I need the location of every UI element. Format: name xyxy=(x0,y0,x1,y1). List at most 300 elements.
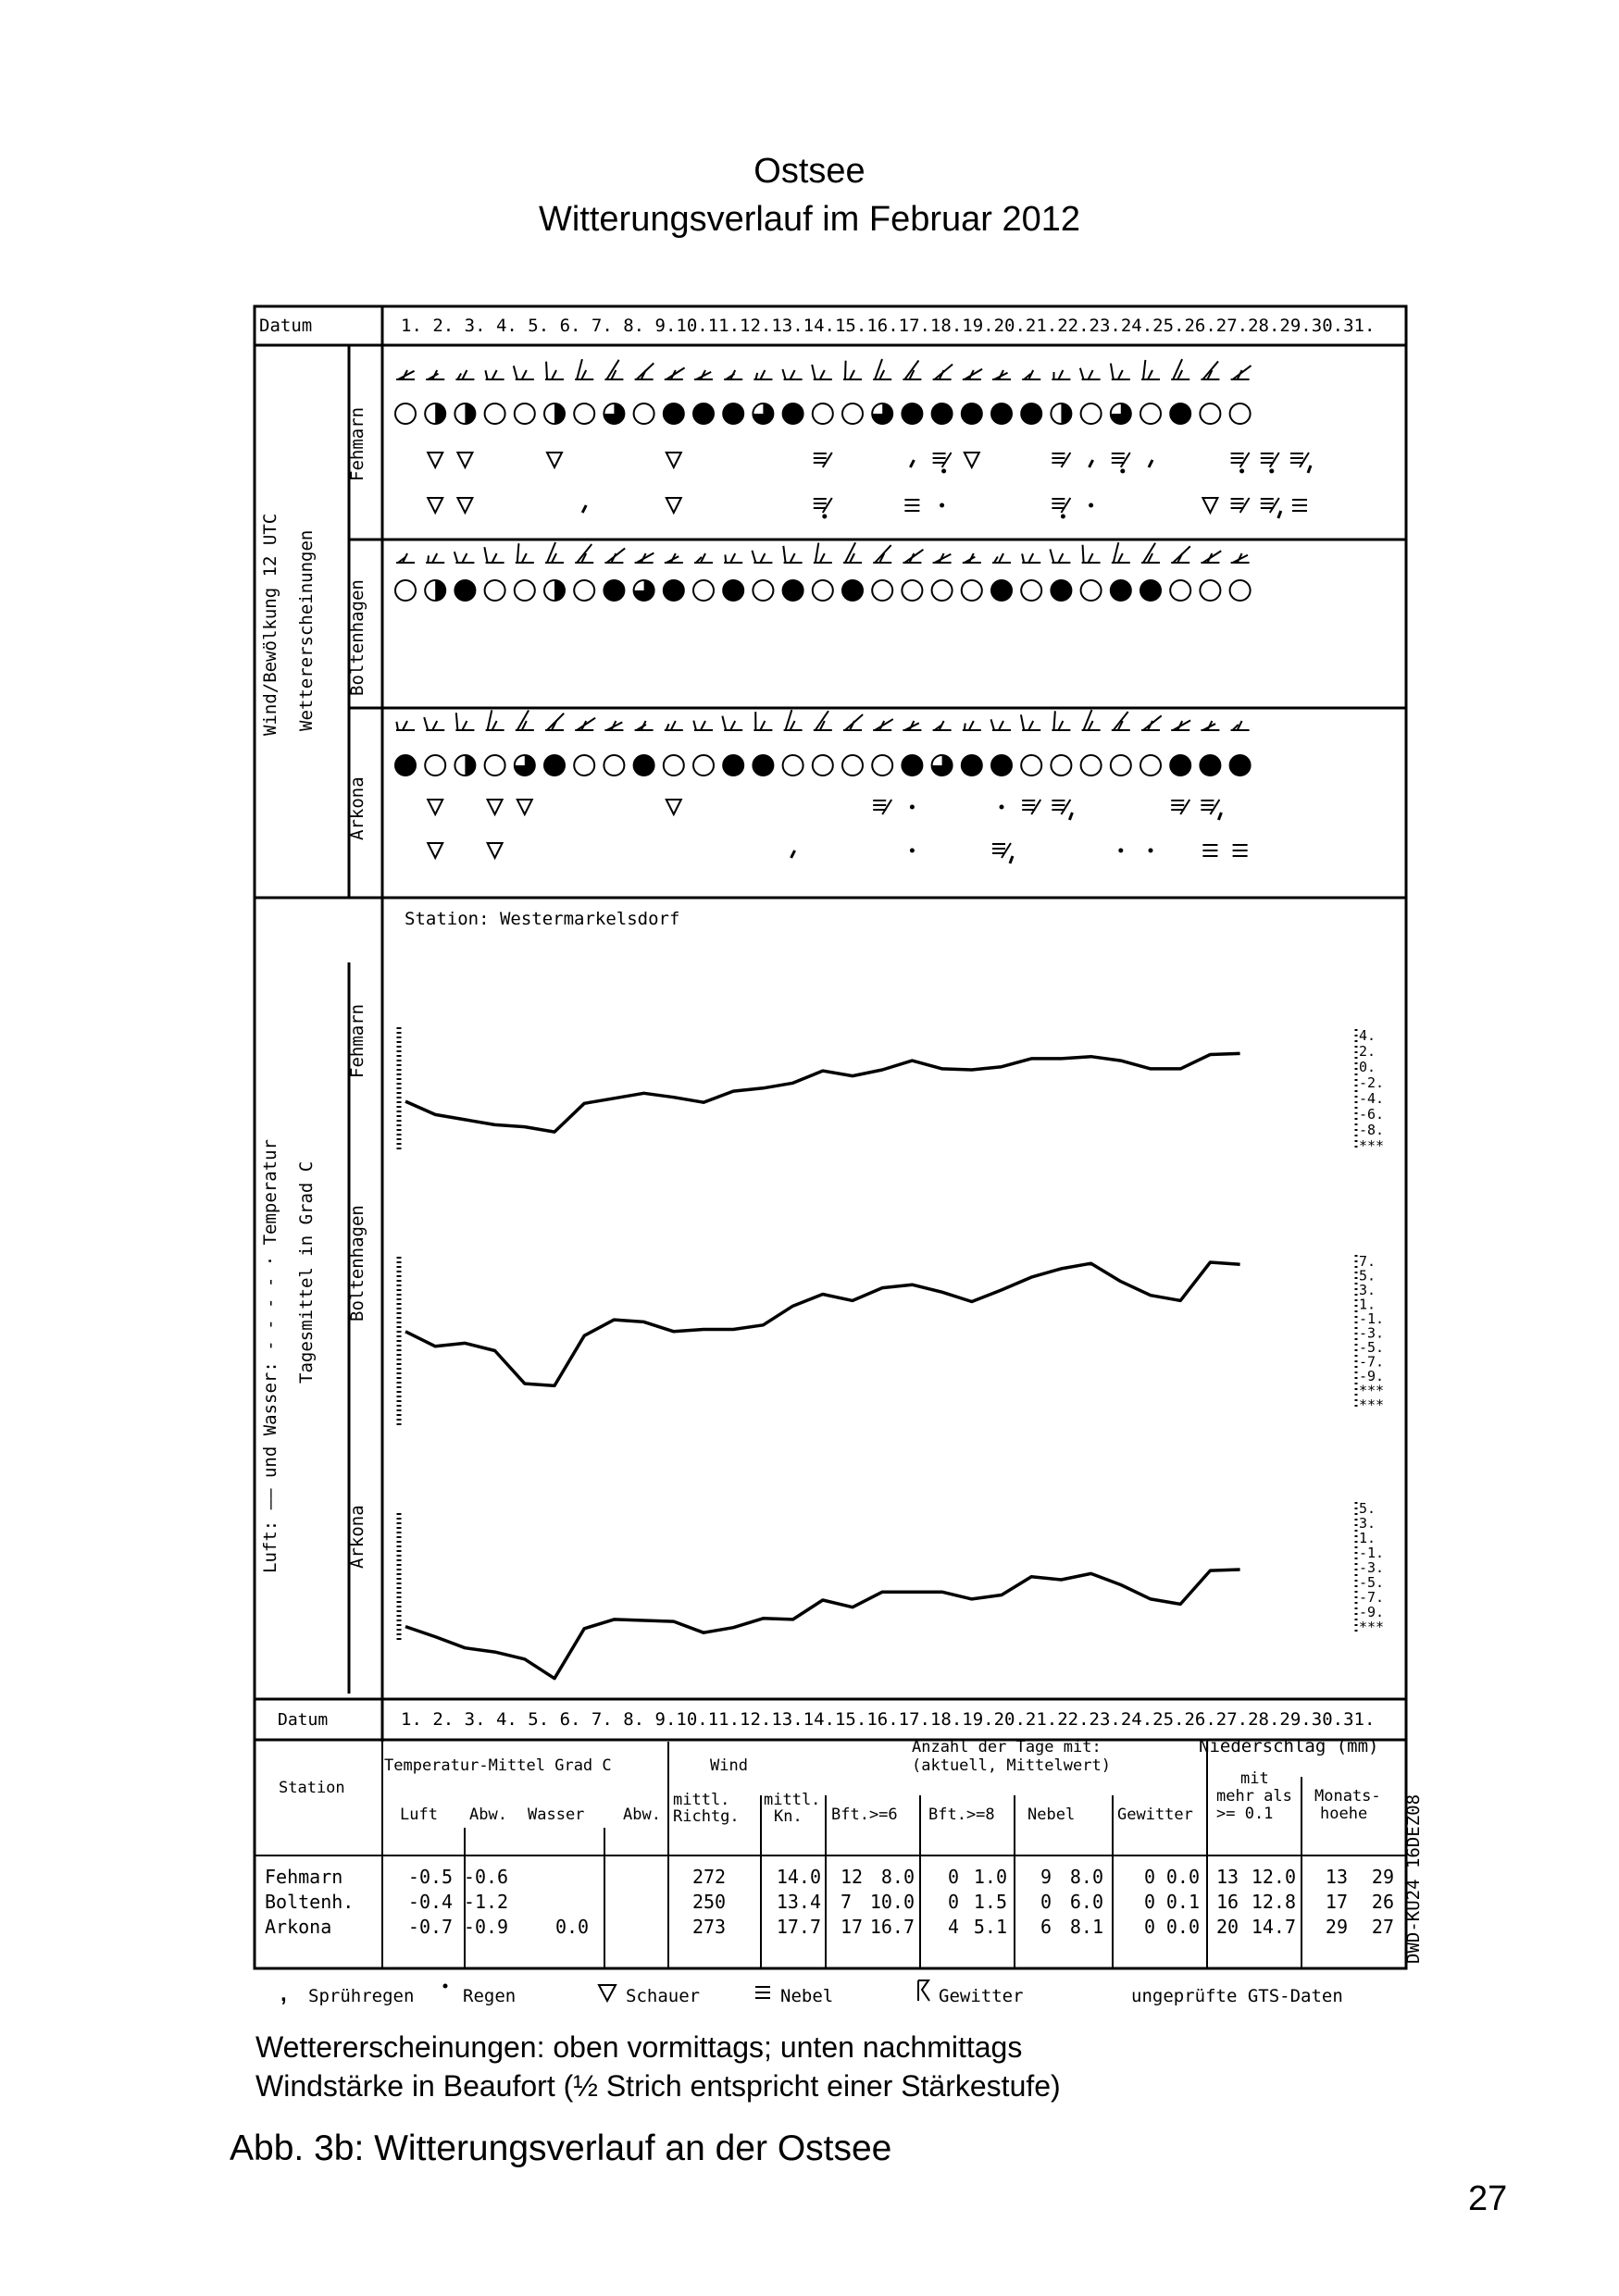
wind-barb xyxy=(604,721,623,730)
cloud-cover-icon xyxy=(485,755,505,776)
table-cell: Fehmarn xyxy=(265,1866,343,1888)
cloud-cover-icon xyxy=(485,580,505,601)
cloud-cover-icon xyxy=(1200,755,1220,776)
table-cell: 17 xyxy=(1325,1891,1348,1913)
table-cell: 20 xyxy=(1216,1916,1239,1938)
cloud-cover-icon xyxy=(932,755,953,776)
table-cell: 272 xyxy=(691,1866,727,1888)
cloud-cover-icon xyxy=(872,580,892,601)
table-cell: -0.9 xyxy=(463,1916,509,1938)
right-scale-label: -5. xyxy=(1359,1339,1385,1356)
table-cell: Arkona xyxy=(265,1916,332,1938)
weather-phenomenon-icon xyxy=(1292,500,1307,511)
cloud-cover-icon xyxy=(425,755,445,776)
wind-barb xyxy=(752,551,772,563)
right-scale-label: -4. xyxy=(1359,1090,1385,1107)
cloud-cover-icon xyxy=(1170,403,1190,424)
weather-label-inner: Wettererscheinungen xyxy=(296,529,317,731)
table-sub-mehr-1: mit xyxy=(1240,1769,1269,1788)
cloud-cover-icon xyxy=(962,580,982,601)
legend-rain-icon xyxy=(443,1984,448,1989)
table-cell: 17.7 xyxy=(776,1916,821,1938)
table-cell: 0 xyxy=(1143,1916,1155,1938)
table-cell: 0 xyxy=(1143,1891,1155,1913)
table-cell: 17 xyxy=(841,1916,864,1938)
cloud-cover-icon xyxy=(1051,755,1071,776)
wind-barb xyxy=(1052,711,1070,730)
wind-barb xyxy=(516,711,534,730)
cloud-cover-icon xyxy=(604,403,624,424)
cloud-cover-icon xyxy=(634,403,654,424)
legend-thunder-icon xyxy=(918,1980,929,2001)
wind-barb xyxy=(992,370,1011,379)
right-scale-label: -7. xyxy=(1359,1353,1385,1371)
wind-barb xyxy=(1112,712,1130,730)
wind-barb xyxy=(604,548,625,563)
wind-barb xyxy=(992,553,1011,563)
cloud-cover-icon xyxy=(634,755,654,776)
cloud-cover-icon xyxy=(1051,403,1071,424)
cloud-cover-icon xyxy=(991,755,1012,776)
weather-phenomenon-icon xyxy=(1201,800,1221,820)
table-header-wind: Wind xyxy=(710,1756,748,1775)
cloud-cover-icon xyxy=(962,755,982,776)
wind-barb xyxy=(635,721,654,730)
weather-phenomenon-icon xyxy=(1090,460,1093,467)
page-subtitle: Witterungsverlauf im Februar 2012 xyxy=(538,200,1081,239)
temp-label-inner: Tagesmittel in Grad C xyxy=(296,1160,317,1384)
weather-phenomenon-icon xyxy=(428,800,442,814)
right-scale-label: -1. xyxy=(1359,1310,1385,1327)
wind-barb xyxy=(575,359,593,379)
table-sub-abw2: Abw. xyxy=(623,1806,661,1824)
weather-phenomenon-icon xyxy=(1052,800,1072,820)
datum-label-top: Datum xyxy=(259,316,313,336)
weather-phenomenon-icon xyxy=(992,843,1013,863)
wind-barb xyxy=(963,369,982,379)
weather-phenomenon-icon xyxy=(873,800,891,814)
table-cell: 9 xyxy=(1040,1866,1052,1888)
table-cell: 27 xyxy=(1371,1916,1394,1938)
table-cell: 1.0 xyxy=(973,1866,1007,1888)
cloud-cover-icon xyxy=(1051,580,1071,601)
wind-barb xyxy=(963,553,981,563)
cloud-cover-icon xyxy=(932,403,953,424)
wind-barb xyxy=(665,367,685,379)
right-scale-label: 2. xyxy=(1359,1043,1376,1060)
right-scale-label: -5. xyxy=(1359,1574,1385,1591)
right-scale-label: 3. xyxy=(1359,1282,1376,1298)
weather-phenomenon-icon xyxy=(791,850,795,858)
table-cell: 0.0 xyxy=(1165,1866,1200,1888)
wind-barb xyxy=(814,543,832,563)
right-scale-label: 5. xyxy=(1359,1500,1376,1517)
right-scale-label: 3. xyxy=(1359,1515,1376,1532)
table-sub-mehr-3: >= 0.1 xyxy=(1216,1805,1274,1823)
weather-phenomenon-icon xyxy=(1202,498,1217,513)
wind-barb xyxy=(693,721,713,730)
weather-phenomenon-icon xyxy=(1052,498,1070,519)
figure-caption: Abb. 3b: Witterungsverlauf an der Ostsee xyxy=(230,2128,892,2168)
table-cell: 4 xyxy=(947,1916,959,1938)
weather-phenomenon-icon xyxy=(1171,800,1189,814)
table-cell: 12 xyxy=(841,1866,864,1888)
weather-station-fehmarn: Fehmarn xyxy=(347,406,367,481)
wind-barb xyxy=(514,366,534,379)
wind-barb xyxy=(1111,364,1130,379)
cloud-cover-icon xyxy=(1021,580,1041,601)
wind-barb xyxy=(933,553,952,563)
legend-schauer: Schauer xyxy=(626,1986,701,2006)
wind-barb xyxy=(784,710,803,730)
cloud-cover-icon xyxy=(1111,403,1131,424)
weather-station-arkona: Arkona xyxy=(347,776,367,840)
right-scale-label: *** xyxy=(1359,1137,1385,1154)
right-scale-label: -1. xyxy=(1359,1545,1385,1561)
cloud-cover-icon xyxy=(1140,580,1161,601)
table-header-temp: Temperatur-Mittel Grad C xyxy=(384,1756,612,1775)
weather-phenomenon-icon xyxy=(904,500,919,511)
wind-barb xyxy=(516,543,534,563)
table-sub-gewitter: Gewitter xyxy=(1117,1806,1193,1824)
table-cell: 14.0 xyxy=(776,1866,821,1888)
table-cell: 12.8 xyxy=(1251,1891,1296,1913)
weather-phenomenon-icon xyxy=(457,453,472,467)
wind-barb xyxy=(455,713,474,730)
wind-barb xyxy=(991,719,1011,730)
weather-phenomenon-icon xyxy=(1052,453,1070,467)
wind-barb xyxy=(396,721,415,730)
cloud-cover-icon xyxy=(425,580,445,601)
cloud-cover-icon xyxy=(544,755,565,776)
cloud-cover-icon xyxy=(1111,755,1131,776)
table-cell: 16 xyxy=(1216,1891,1239,1913)
cloud-cover-icon xyxy=(1200,580,1220,601)
temp-line-boltenhagen xyxy=(405,1262,1240,1385)
cloud-cover-icon xyxy=(455,755,475,776)
wind-barb xyxy=(903,721,921,730)
right-scale-label: 5. xyxy=(1359,1267,1376,1285)
weather-phenomenon-icon xyxy=(910,460,914,467)
wind-barb xyxy=(1022,370,1040,379)
wind-barb xyxy=(1022,553,1040,563)
wind-barb xyxy=(1231,721,1250,730)
table-cell: 13 xyxy=(1325,1866,1348,1888)
cloud-cover-icon xyxy=(813,755,833,776)
weather-phenomenon-icon xyxy=(547,453,562,467)
wind-barb xyxy=(933,721,952,730)
table-cell: -0.5 xyxy=(407,1866,454,1888)
table-cell: 10.0 xyxy=(869,1891,915,1913)
temp-station-label: Station: Westermarkelsdorf xyxy=(405,909,680,929)
wind-barb xyxy=(1231,366,1252,379)
weather-phenomenon-icon xyxy=(814,453,832,467)
temperature-lines xyxy=(405,1053,1240,1678)
cloud-cover-icon xyxy=(693,403,714,424)
cloud-cover-icon xyxy=(991,403,1012,424)
temp-line-arkona xyxy=(405,1570,1240,1679)
cloud-cover-icon xyxy=(842,755,863,776)
table-cell: 0 xyxy=(947,1891,959,1913)
cloud-cover-icon xyxy=(544,403,565,424)
cloud-cover-icon xyxy=(783,580,803,601)
table-sub-nebel: Nebel xyxy=(1027,1806,1076,1824)
table-cell: 29 xyxy=(1325,1916,1348,1938)
wind-barb xyxy=(1021,714,1040,730)
weather-phenomenon-icon xyxy=(582,505,586,513)
cloud-cover-icon xyxy=(604,755,624,776)
table-cell: Boltenh. xyxy=(265,1891,355,1913)
table-header-station: Station xyxy=(279,1779,345,1797)
weather-phenomenon-icon xyxy=(517,800,532,814)
wind-barb xyxy=(1082,710,1101,730)
cloud-cover-icon xyxy=(813,403,833,424)
weather-phenomenon-icon xyxy=(910,849,915,853)
right-scale-label: -6. xyxy=(1359,1106,1385,1123)
table-cell: -0.6 xyxy=(463,1866,509,1888)
weather-phenomena xyxy=(428,453,1311,863)
cloud-cover-icon xyxy=(1170,755,1190,776)
wind-barb xyxy=(635,363,654,379)
temp-line-fehmarn xyxy=(405,1053,1240,1132)
note-phenomena: Wettererscheinungen: oben vormittags; unten nachmittags xyxy=(255,2030,1023,2064)
table-cell: 250 xyxy=(691,1891,727,1913)
page-title: Ostsee xyxy=(753,152,866,191)
legend-fog-icon xyxy=(755,1987,770,1998)
wind-barb xyxy=(1171,546,1190,563)
weather-phenomenon-icon xyxy=(428,843,442,858)
cloud-cover-icon xyxy=(425,403,445,424)
wind-barb xyxy=(484,547,504,563)
wind-barb xyxy=(486,710,504,730)
table-cell: 29 xyxy=(1371,1866,1394,1888)
weather-phenomenon-icon xyxy=(1118,849,1123,853)
cloud-cover-icon xyxy=(515,580,535,601)
wind-barb xyxy=(694,553,713,563)
cloud-cover-icon xyxy=(664,580,684,601)
note-wind: Windstärke in Beaufort (½ Strich entspricht einer Stärkestufe) xyxy=(255,2069,1061,2103)
legend-regen: Regen xyxy=(463,1986,517,2006)
cloud-cover-icon xyxy=(872,403,892,424)
weather-phenomenon-icon xyxy=(666,498,681,513)
cloud-cover-icon xyxy=(872,755,892,776)
table-cell: -0.4 xyxy=(407,1891,454,1913)
wind-barb xyxy=(873,545,891,563)
cloud-cover-icon xyxy=(693,755,714,776)
wind-barb xyxy=(873,719,893,730)
wind-barb xyxy=(545,542,564,563)
wind-barb xyxy=(843,542,862,563)
cloud-cover-icon xyxy=(1140,755,1161,776)
table-sub-abw1: Abw. xyxy=(469,1806,507,1824)
cloud-cover-icon xyxy=(723,403,743,424)
right-scale-label: -7. xyxy=(1359,1589,1385,1606)
legend-spruehregen: Sprühregen xyxy=(308,1986,415,2006)
weather-phenomenon-icon xyxy=(1022,800,1040,814)
wind-barb xyxy=(694,370,713,379)
wind-barb xyxy=(722,716,742,730)
weather-phenomenon-icon xyxy=(428,498,442,513)
cloud-cover-icon xyxy=(395,580,416,601)
wind-barb xyxy=(545,714,564,730)
table-cell: 7 xyxy=(841,1891,853,1913)
cloud-cover-icon xyxy=(574,403,594,424)
table-cell: 13 xyxy=(1216,1866,1239,1888)
weather-phenomenon-icon xyxy=(1202,845,1217,856)
wind-barb xyxy=(455,552,475,563)
right-scale-label: -2. xyxy=(1359,1074,1385,1091)
weather-phenomenon-icon xyxy=(940,503,944,508)
wind-barb xyxy=(545,362,564,379)
cloud-cover-icon xyxy=(842,580,863,601)
wind-barb xyxy=(1201,721,1219,730)
cloud-cover-icon xyxy=(723,755,743,776)
weather-phenomenon-icon xyxy=(1149,460,1152,467)
table-sub-richtg-1: mittl. xyxy=(673,1791,730,1809)
weather-phenomenon-icon xyxy=(1261,498,1281,518)
cloud-cover-icon xyxy=(485,403,505,424)
table-cell: 26 xyxy=(1371,1891,1394,1913)
table-cell: -1.2 xyxy=(463,1891,509,1913)
table-cell: 6 xyxy=(1040,1916,1052,1938)
cloud-cover-icon xyxy=(902,580,922,601)
weather-phenomenon-icon xyxy=(457,498,472,513)
legend-drizzle-icon: , xyxy=(280,1981,287,2006)
wind-barb xyxy=(455,370,474,379)
table-cell: 0 xyxy=(947,1866,959,1888)
right-scale-label: -3. xyxy=(1359,1559,1385,1576)
wind-barb xyxy=(933,365,953,379)
wind-barb xyxy=(575,544,593,563)
station-table-rows xyxy=(265,1866,1394,1938)
weather-phenomenon-icon xyxy=(1231,498,1250,513)
wind-barb xyxy=(1201,361,1219,379)
weather-phenomenon-icon xyxy=(814,498,832,519)
cloud-cover-icon xyxy=(634,580,654,601)
legend-gts: ungeprüfte GTS-Daten xyxy=(1131,1986,1343,2006)
datum-label-bottom: Datum xyxy=(278,1710,329,1730)
cloud-cover-icon xyxy=(664,403,684,424)
legend-nebel: Nebel xyxy=(780,1986,834,2006)
legend-gewitter: Gewitter xyxy=(939,1986,1024,2006)
cloud-cover-icon xyxy=(574,755,594,776)
right-scale-label: 0. xyxy=(1359,1059,1376,1075)
cloud-cover-icon xyxy=(753,580,773,601)
table-cell: 0.0 xyxy=(1165,1916,1200,1938)
wind-barb xyxy=(1201,551,1221,563)
right-scale-label: -8. xyxy=(1359,1122,1385,1138)
cloud-cover-icon xyxy=(842,403,863,424)
wind-barb xyxy=(903,550,923,563)
page-number: 27 xyxy=(1468,2179,1508,2218)
wind-barb xyxy=(753,370,772,379)
table-cell: 16.7 xyxy=(869,1916,915,1938)
wind-barb xyxy=(665,721,683,730)
temp-station-boltenhagen: Boltenhagen xyxy=(347,1205,367,1322)
weather-phenomenon-icon xyxy=(666,453,681,467)
cloud-cover-icon xyxy=(962,403,982,424)
wind-barb xyxy=(1050,549,1070,563)
table-cell: 5.1 xyxy=(973,1916,1007,1938)
cloud-cover-icon xyxy=(604,580,624,601)
weather-phenomenon-icon xyxy=(1290,453,1311,473)
wind-barb xyxy=(782,369,802,379)
cloud-cover-icon xyxy=(515,755,535,776)
wind-barb xyxy=(724,553,742,563)
wind-barb xyxy=(753,712,772,730)
cloud-cover-icon xyxy=(1140,403,1161,424)
days-row-top: 1. 2. 3. 4. 5. 6. 7. 8. 9.10.11.12.13.14.15.16.17.18.19.20.21.22.23.24.25.26.27.28.29.30.31. xyxy=(401,316,1376,336)
wind-barb xyxy=(426,370,444,379)
weather-phenomenon-icon xyxy=(488,800,503,814)
right-scale-label: 1. xyxy=(1359,1530,1376,1546)
cloud-cover-icon xyxy=(395,403,416,424)
cloud-cover-icon xyxy=(1230,403,1251,424)
cloud-cover-icon xyxy=(902,755,922,776)
cloud-cover-icon xyxy=(1081,403,1102,424)
table-sub-mehr-2: mehr als xyxy=(1216,1787,1292,1806)
table-cell: 0.1 xyxy=(1165,1891,1200,1913)
cloud-cover-icon xyxy=(813,580,833,601)
cloud-cover-icon xyxy=(455,403,475,424)
wind-barb xyxy=(873,359,891,379)
right-scale-label: 4. xyxy=(1359,1027,1376,1044)
cloud-cover-icon xyxy=(991,580,1012,601)
cloud-cover-icon xyxy=(1081,755,1102,776)
weather-label-outer: Wind/Bewölkung 12 UTC xyxy=(260,513,280,736)
weather-phenomenon-icon xyxy=(428,453,442,467)
table-cell: 8.0 xyxy=(880,1866,915,1888)
cloud-cover-icon xyxy=(753,403,773,424)
right-scale-label: 7. xyxy=(1359,1253,1376,1270)
cloud-cover-icon xyxy=(395,755,416,776)
cloud-cover-icon xyxy=(783,755,803,776)
table-cell: 0 xyxy=(1040,1891,1052,1913)
cloud-cover-icon xyxy=(455,580,475,601)
right-scale-label: 1. xyxy=(1359,1296,1376,1313)
wind-barb xyxy=(1141,715,1162,730)
table-header-precip: Niederschlag (mm) xyxy=(1199,1736,1379,1756)
wind-barb xyxy=(783,546,802,563)
wind-barb xyxy=(1171,359,1189,379)
right-temperature-scales xyxy=(1356,1027,1384,1635)
cloud-cover-icon xyxy=(783,403,803,424)
weather-phenomenon-icon xyxy=(933,453,952,474)
wind-barb xyxy=(843,361,862,379)
wind-barb xyxy=(396,370,415,379)
right-scale-label: *** xyxy=(1359,1382,1385,1399)
cloud-cover-icon xyxy=(902,403,922,424)
table-cell: 6.0 xyxy=(1069,1891,1103,1913)
right-scale-label: -3. xyxy=(1359,1324,1385,1342)
cloud-cover-icon xyxy=(574,580,594,601)
table-sub-kn-2: Kn. xyxy=(774,1807,803,1826)
weather-phenomenon-icon xyxy=(488,843,503,858)
weather-phenomenon-icon xyxy=(666,800,681,814)
table-cell: 0 xyxy=(1143,1866,1155,1888)
cloud-cover-icon xyxy=(1081,580,1102,601)
table-header-days-1: Anzahl der Tage mit: xyxy=(912,1738,1102,1756)
cloud-cover-icon xyxy=(544,580,565,601)
wind-barb xyxy=(575,718,595,730)
table-sub-monat-2: hoehe xyxy=(1320,1805,1368,1823)
table-cell: 273 xyxy=(691,1916,727,1938)
weather-station-boltenhagen: Boltenhagen xyxy=(347,579,367,696)
table-cell: 12.0 xyxy=(1251,1866,1296,1888)
side-code: DWD-KU24 16DEZ08 xyxy=(1403,1793,1424,1964)
wind-barb xyxy=(604,360,623,379)
weather-phenomenon-icon xyxy=(1000,805,1004,810)
